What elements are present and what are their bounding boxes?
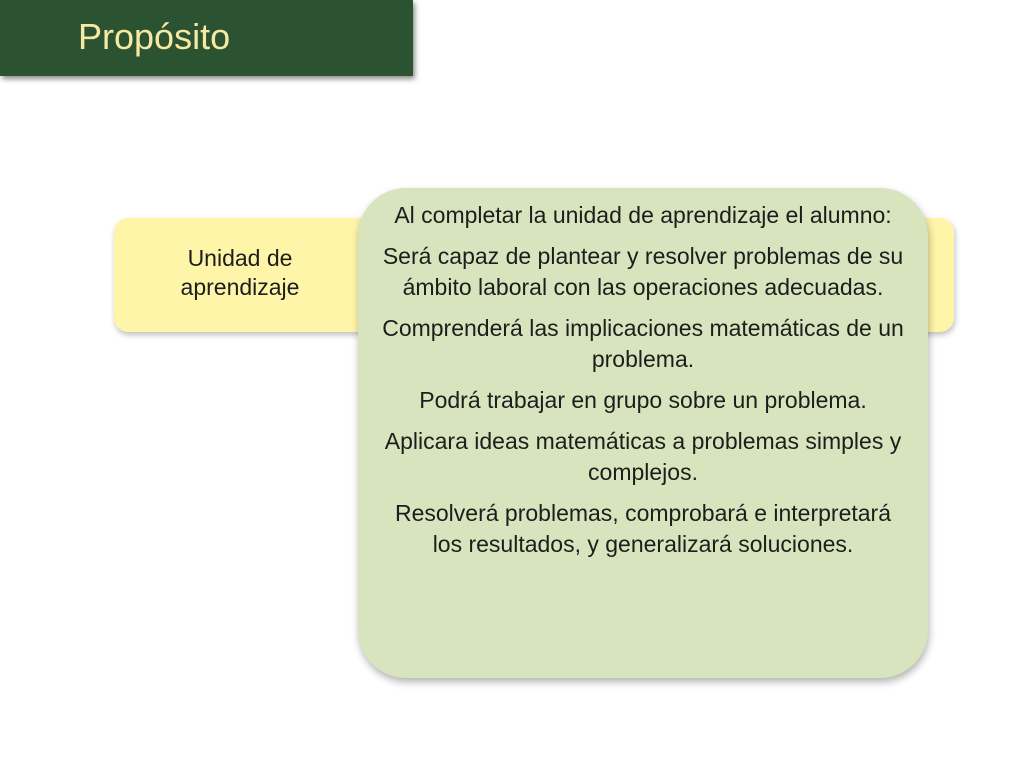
purpose-box	[358, 188, 928, 678]
purpose-item: Será capaz de plantear y resolver problemas de su ámbito laboral con las operaciones adecuadas.	[382, 243, 904, 300]
purpose-item: Resolverá problemas, comprobará e interpretará los resultados, y generalizará soluciones.	[394, 500, 892, 557]
purpose-item: Podrá trabajar en grupo sobre un problema.	[419, 387, 867, 413]
purpose-intro: Al completar la unidad de aprendizaje el alumno:	[394, 202, 892, 228]
purpose-item: Comprenderá las implicaciones matemáticas de un problema.	[382, 315, 904, 372]
unit-label: Unidad de aprendizaje	[180, 245, 300, 300]
purpose-item: Aplicara ideas matemáticas a problemas simples y complejos.	[384, 428, 902, 485]
title-bar	[0, 0, 413, 76]
slide-title: Propósito	[78, 16, 231, 57]
